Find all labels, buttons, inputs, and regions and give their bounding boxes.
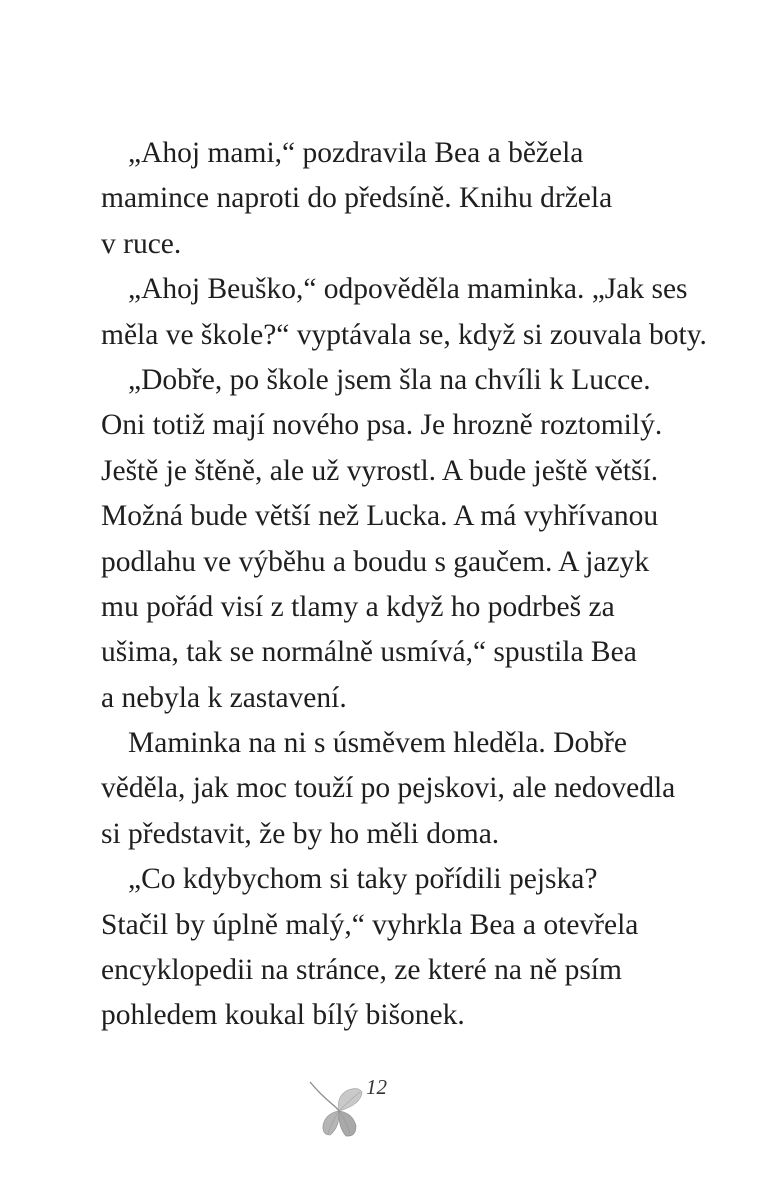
text-line: Oni totiž mají nového psa. Je hrozně roztomilý. [101,409,663,442]
page-number: 12 [366,1075,387,1099]
text-line: ušima, tak se normálně usmívá,“ spustila Bea [101,636,637,669]
text-line: Maminka na ni s úsměvem hleděla. Dobře [128,727,627,760]
text-line: v ruce. [101,227,182,260]
text-line: věděla, jak moc touží po pejskovi, ale nedovedla [101,772,676,805]
leaf-icon [306,1080,366,1144]
text-line: si představit, že by ho měli doma. [101,817,500,850]
text-line: mamince naproti do předsíně. Knihu držela [101,182,613,215]
text-line: „Co kdybychom si taky pořídili pejska? [128,863,598,896]
text-line: encyklopedii na stránce, ze které na ně psím [101,954,622,987]
text-line: a nebyla k zastavení. [101,681,347,714]
body-text [101,131,707,1039]
text-line: Ještě je štěně, ale už vyrostl. A bude ještě větší. [101,454,659,487]
page-footer [306,1074,406,1144]
text-line: „Ahoj mami,“ pozdravila Bea a běžela [128,137,584,169]
text-line: „Dobře, po škole jsem šla na chvíli k Lucce. [128,363,651,396]
text-line: měla ve škole?“ vyptávala se, když si zouvala boty. [101,318,707,351]
text-line: pohledem koukal bílý bišonek. [101,999,465,1032]
text-line: Možná bude větší než Lucka. A má vyhřívanou [101,500,659,533]
text-line: mu pořád visí z tlamy a když ho podrbeš za [101,590,615,623]
text-line: Stačil by úplně malý,“ vyhrkla Bea a otevřela [101,908,639,941]
text-line: podlahu ve výběhu a boudu s gaučem. A jazyk [101,545,650,578]
text-line: „Ahoj Beuško,“ odpověděla maminka. „Jak ses [128,273,688,306]
